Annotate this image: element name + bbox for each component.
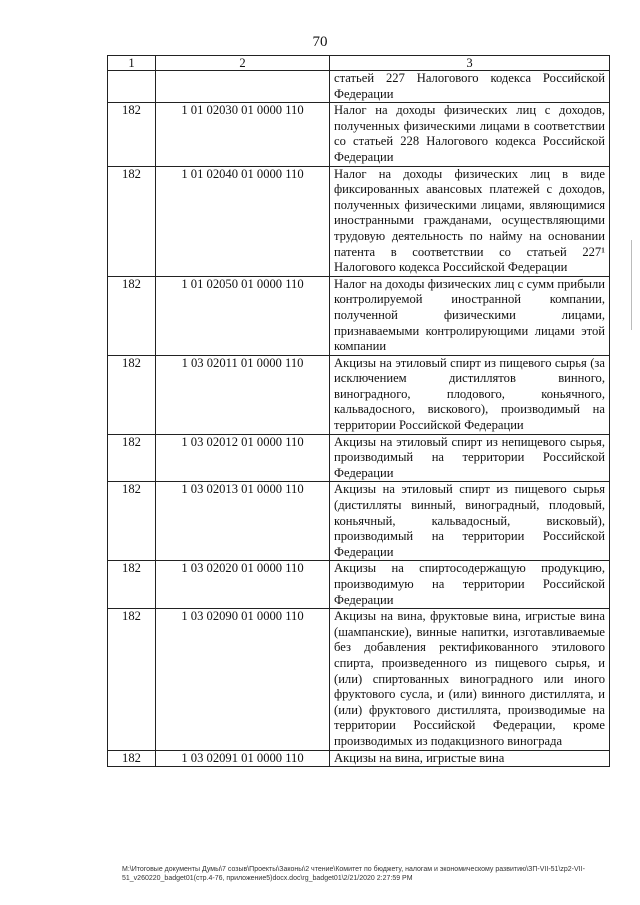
- admin-code-cell: 182: [108, 103, 156, 166]
- description-cell: Акцизы на вина, фруктовые вина, игристые вина (шампанские), винные напитки, изготавливаемые без добавления ректификованного этилового спирта, произведенного из пищевого сырья, и (или) спиртованных виноградного или иного фруктового сусла, и (или) винного дистиллята, и (или) фруктового дистиллята, производимые на территории Российской Федерации, кроме производимых из подакцизного винограда: [330, 609, 610, 750]
- admin-code-cell: 182: [108, 166, 156, 276]
- kbk-code-cell: 1 03 02020 01 0000 110: [156, 561, 330, 609]
- page-number: 70: [312, 34, 328, 50]
- column-header-3: 3: [330, 56, 610, 71]
- description-cell: Налог на доходы физических лиц с сумм прибыли контролируемой иностранной компании, полученной физическими лицами, признаваемыми контролирующими лицами этой компании: [330, 276, 610, 355]
- description-cell: Налог на доходы физических лиц в виде фиксированных авансовых платежей с доходов, полученных физическими лицами, являющимися иностранными гражданами, осуществляющими трудовую деятельность по найму на основании патента в соответствии со статьей 227¹ Налогового кодекса Российской Федерации: [330, 166, 610, 276]
- admin-code-cell: 182: [108, 276, 156, 355]
- description-cell: Акцизы на спиртосодержащую продукцию, производимую на территории Российской Федерации: [330, 561, 610, 609]
- continuation-text: статьей 227 Налогового кодекса Российской Федерации: [330, 71, 610, 103]
- admin-code-cell: 182: [108, 355, 156, 434]
- kbk-code-cell: 1 01 02030 01 0000 110: [156, 103, 330, 166]
- table-row: [108, 166, 610, 276]
- description-cell: Акцизы на этиловый спирт из пищевого сырья (дистилляты винный, виноградный, плодовый, коньячный, кальвадосный, висковый), производимый на территории Российской Федерации: [330, 482, 610, 561]
- admin-code-cell: 182: [108, 434, 156, 482]
- kbk-code-cell: 1 03 02013 01 0000 110: [156, 482, 330, 561]
- admin-code-cell: 182: [108, 482, 156, 561]
- table-row: [108, 276, 610, 355]
- table-row: [108, 561, 610, 609]
- column-header-1: 1: [108, 56, 156, 71]
- file-path-footer: М:\Итоговые документы Думы\7 созыв\Проекты\Законы\2 чтение\Комитет по бюджету, налогам и экономическому развитию\ЗП-VII-51\zp2-VII-51_v260220_badget01(стр.4-76, приложение5)docx.doc\rg_badget01\2/21/2020 2:27:59 PM: [122, 866, 585, 882]
- description-cell: Акцизы на этиловый спирт из непищевого сырья, производимый на территории Российской Федерации: [330, 434, 610, 482]
- margin-mark: [631, 240, 632, 330]
- budget-classification-table: [107, 55, 610, 767]
- empty-cell: [108, 71, 156, 103]
- table-row: [108, 482, 610, 561]
- kbk-code-cell: 1 03 02011 01 0000 110: [156, 355, 330, 434]
- table-row-continuation: [108, 71, 610, 103]
- description-cell: Акцизы на этиловый спирт из пищевого сырья (за исключением дистиллятов винного, виноградного, плодового, коньячного, кальвадосного, вискового), производимый на территории Российской Федерации: [330, 355, 610, 434]
- column-header-2: 2: [156, 56, 330, 71]
- kbk-code-cell: 1 03 02090 01 0000 110: [156, 609, 330, 750]
- table-row: [108, 355, 610, 434]
- admin-code-cell: 182: [108, 609, 156, 750]
- description-cell: Налог на доходы физических лиц с доходов, полученных физическими лицами в соответствии со статьей 228 Налогового кодекса Российской Федерации: [330, 103, 610, 166]
- table-row: [108, 103, 610, 166]
- table-row: [108, 750, 610, 767]
- table-row: [108, 434, 610, 482]
- table-row: [108, 609, 610, 750]
- empty-cell: [156, 71, 330, 103]
- kbk-code-cell: 1 03 02091 01 0000 110: [156, 750, 330, 767]
- table-header-row: [108, 56, 610, 71]
- admin-code-cell: 182: [108, 561, 156, 609]
- admin-code-cell: 182: [108, 750, 156, 767]
- kbk-code-cell: 1 01 02050 01 0000 110: [156, 276, 330, 355]
- kbk-code-cell: 1 01 02040 01 0000 110: [156, 166, 330, 276]
- description-cell: Акцизы на вина, игристые вина: [330, 750, 610, 767]
- kbk-code-cell: 1 03 02012 01 0000 110: [156, 434, 330, 482]
